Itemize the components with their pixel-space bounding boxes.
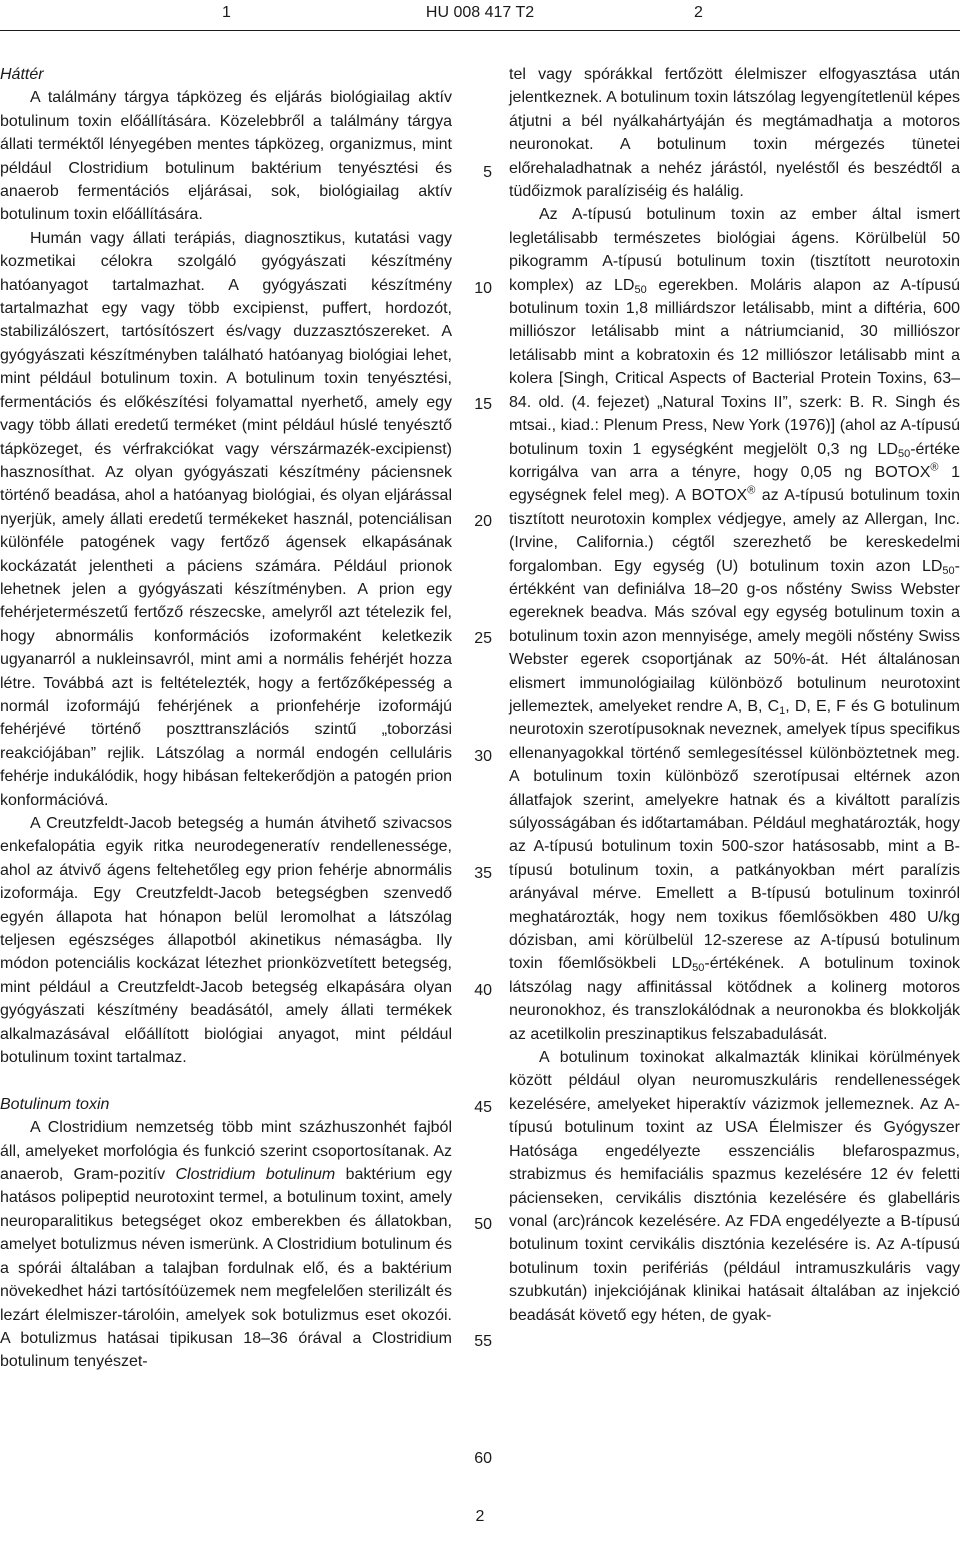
line-number: 40 bbox=[474, 982, 492, 999]
line-number: 30 bbox=[474, 748, 492, 765]
line-number: 55 bbox=[474, 1333, 492, 1350]
line-number: 35 bbox=[474, 865, 492, 882]
text-run: az A-típusú botulinum toxin tisztított neurotoxin komplex védjegye, amely az Allergan, Inc. (Irvine, California.) cégtől szerezhető be kereskedelmi forgalomban. Egy egység (U) botulinum toxin azon LD bbox=[509, 487, 960, 575]
text-run: , D, E, F és G botulinum neurotoxin szerotípusoknak neveznek, amelyek típus specifikus ellenanyagokkal történő semlegesítéssel különböztetnek meg. A botulinum toxin különböző szerotípusai eltérnek azon állatfajok szerint, amelyekre hatnak és a kiváltott paralízis súlyosságában és időtartamában. Például meghatározták, hogy az A-típusú botulinum toxin 500-szor hatásosabb, mint a B-típusú botulinum toxin, a patkányokban mért paralízis arányával mérve. Emellett a B-típusú botulinum toxinról meghatározták, hogy nem toxikus főemlősökben 480 U/kg dózisban, ami körülbelül 12-szerese az A-típusú botulinum toxin főemlősökbeli LD bbox=[509, 697, 960, 973]
text-run: 1 egységnek felel meg). A BOTOX bbox=[509, 463, 960, 505]
paragraph: A találmány tárgya tápközeg és eljárás biológiailag aktív botulinum toxin előállítására. Közelebbről a találmány tárgya állati terméktől lényegében mentes tápközeg, organizmus, mint például Clostridium botulinum baktérium tenyésztési és anaerob fermentációs eljárásai, sok, biológiailag aktív botulinum toxin előállítására. bbox=[0, 89, 452, 224]
left-column bbox=[0, 63, 452, 1374]
section-spacer bbox=[0, 1069, 452, 1092]
line-number: 45 bbox=[474, 1099, 492, 1116]
subscript: 50 bbox=[634, 283, 647, 296]
paragraph bbox=[0, 1116, 452, 1373]
registered-mark: ® bbox=[930, 461, 939, 474]
text-run: -értéke korrigálva van arra a tényre, hogy 0,05 ng BOTOX bbox=[509, 440, 960, 481]
line-number: 50 bbox=[474, 1216, 492, 1233]
species-name: Clostridium botulinum bbox=[175, 1166, 336, 1184]
right-page-number: 2 bbox=[694, 4, 703, 21]
text-run: baktérium egy hatásos polipeptid neurotoxint termel, a botulinum toxint, amely neuroparalitikus betegséget okoz emberekben és állatokban, amelyet botulizmus néven ismerünk. A Clostridium botulinum és a spórái általában a talajban fordulnak elő, és a baktérium növekedhet házi tartósítóüzemek nem megfelelően sterilizált és lezárt élelmiszer-tárolóin, amelyek sok botulizmus eset okozói. A botulizmus hatásai tipikusan 18–36 órával a Clostridium botulinum tenyészet- bbox=[0, 1166, 453, 1371]
text-run: -értékként van definiálva 18–20 g-os nőstény Swiss Webster egereknek beadva. Más szóval egy egység botulinum toxin a botulinum toxin azon mennyisége, amely megöli nőstény Swiss Webster egerek csoportjának az 50%-át. Hét általánosan elismert immunológiailag különböző botulinum neurotoxint jellemeztek, amelyeket rendre A, B, C bbox=[509, 557, 960, 715]
line-number: 60 bbox=[474, 1450, 492, 1467]
footer-page-number: 2 bbox=[475, 1508, 485, 1525]
line-number: 5 bbox=[483, 164, 492, 181]
paragraph: tel vagy spórákkal fertőzött élelmiszer elfogyasztása után jelentkeznek. A botulinum toxin látszólag legyengítetlenül képes átjutni a bél nyálkahártyáján és megtámadhatja a motoros neuronokat. A botulinum toxin mérgezés tünetei előrehaladhatnak a nehéz járástól, nyeléstől és beszédtől a tüdőizmok paralíziséig és halálig. bbox=[509, 66, 960, 201]
line-number: 20 bbox=[474, 513, 492, 530]
paragraph: Humán vagy állati terápiás, diagnosztikus, kutatási vagy kozmetikai célokra szolgáló gyógyászati készítmény hatóanyagot tartalmazhat. A gyógyászati készítmény tartalmazhat egy vagy több excipienst, puffert, hordozót, stabilizálószert, tartósítószert és/vagy duzzasztószereket. A gyógyászati készítményben található hatóanyag biológiai lehet, mint például botulinum toxin. A botulinum toxin tenyésztési, fermentációs és előkészítési folyamattal nyerhető, amely egy vagy több állati eredetű terméket (mint például húslé tenyésztő tápközeget, és vérfrakciókat vagy vérszármazék-excipienst) hasznosíthat. Az olyan gyógyászati készítmény páciensnek történő beadása, ahol a hatóanyag biológiai, és olyan eljárással nyerjük, amely állati eredetű termékeket használ, potenciálisan különféle patogének vagy fertőző ágensek elkapásának kockázatát jelentheti a páciens számára. Például prionok lehetnek jelen a gyógyászati készítményben. A prion egy fehérjetermészetű fertőző részecske, amelyről azt tételezik fel, hogy abnormális konformációs izoformaként keletkezik ugyanarról a nukleinsavról, mint ami a normális fehérjét hozza létre. Továbbá azt is feltételezték, hogy a fertőzőképesség a normál izoformájú fehérjének a prionfehérje izoformájú fehérjévé történő poszttranszlációs szintű „toborzási reakciójában” rejlik. Látszólag a normál endogén celluláris fehérje indukálódik, hogy hibásan feltekerődjön a patogén prion konformációvá. bbox=[0, 229, 452, 809]
line-number: 25 bbox=[474, 630, 492, 647]
registered-mark: ® bbox=[747, 484, 756, 497]
subscript: 50 bbox=[897, 447, 911, 460]
header-rule bbox=[0, 30, 960, 31]
subscript: 1 bbox=[779, 704, 786, 717]
subscript: 50 bbox=[692, 962, 705, 975]
line-number: 15 bbox=[474, 396, 492, 413]
subscript: 50 bbox=[942, 564, 955, 577]
paragraph bbox=[509, 203, 960, 1046]
paragraph: A Creutzfeldt-Jacob betegség a humán átvihető szivacsos enkefalopátia egyik ritka neurodegeneratív rendellenessége, ahol az átvivő ágens feltehetőleg egy prion fehérje abnormális izoformája. Egy Creutzfeldt-Jacob betegségben szenvedő egyén állapota hat hónapon belül leromolhat a látszólag teljesen egészséges állapotból akinetikus némaságba. Ily módon potenciális kockázat létezhet prionközvetített betegség, mint például a Creutzfeldt-Jacob betegség elkapására olyan gyógyászati készítmény beadásától, amely állati termékek alkalmazásával előállított biológiai anyagot, mint például botulinum toxint tartalmaz. bbox=[0, 815, 452, 1067]
text-run: Az A-típusú botulinum toxin az ember által ismert legletálisabb természetes biológiai ágens. Körülbelül 50 pikogramm A-típusú botulinum toxin (tisztított neurotoxin komplex) az LD bbox=[509, 206, 960, 294]
text-run: egerekben. Moláris alapon az A-típusú botulinum toxin 1,8 milliárdszor letálisabb, mint a diftéria, 600 milliószor letálisabb mint a nátriumcianid, 30 milliószor letálisabb mint a kobratoxin és 12 milliószor letálisabb mint a kolera [Singh, Critical Aspects of Bacterial Protein Toxins, 63–84. old. (4. fejezet) „Natural Toxins II”, szerk: B. R. Singh és mtsai., kiad.: Plenum Press, New York (1976)] (ahol az A-típusú botulinum toxin 1 egységként megjelölt 0,3 ng LD bbox=[509, 276, 960, 458]
paragraph: A botulinum toxinokat alkalmazták klinikai körülmények között például olyan neuromuszkuláris rendellenességek kezelésére, amelyeket hiperaktív vázizmok jellemeznek. Az A-típusú botulinum toxint az USA Élelmiszer és Gyógyszer Hatósága engedélyezte esszenciális blefarospazmus, strabizmus és hemifaciális spazmus kezelésére 12 év feletti pácienseken, cervikális disztónia kezelésére és glabelláris vonal (arc)ráncok kezelésére. Az FDA engedélyezte a B-típusú botulinum toxint cervikális disztónia kezelésére is. Az A-típusú botulinum toxin perifériás (például intramuszkuláris vagy szubkután) injekciójának klinikai hatásait általában az injekció beadását követő egy héten, de gyak- bbox=[509, 1049, 960, 1324]
document-id: HU 008 417 T2 bbox=[425, 4, 535, 21]
text-run: A Clostridium nemzetség több mint százhuszonhét fajból áll, amelyeket morfológia és funkció szerint csoportosítanak. Az anaerob, Gram-pozitív bbox=[0, 1119, 452, 1184]
text-run: -értékének. A botulinum toxinok látszólag nagy affinitással kötődnek a kolinerg motoros neuronokhoz, és transzlokálódnak a neuronokba és blokkolják az acetilkolin preszinaptikus felszabadulását. bbox=[509, 955, 960, 1043]
right-column bbox=[509, 63, 960, 1327]
section-heading-background: Háttér bbox=[0, 66, 44, 83]
section-heading-botulinum: Botulinum toxin bbox=[0, 1095, 110, 1113]
line-number: 10 bbox=[474, 280, 492, 297]
left-page-number: 1 bbox=[222, 4, 231, 21]
